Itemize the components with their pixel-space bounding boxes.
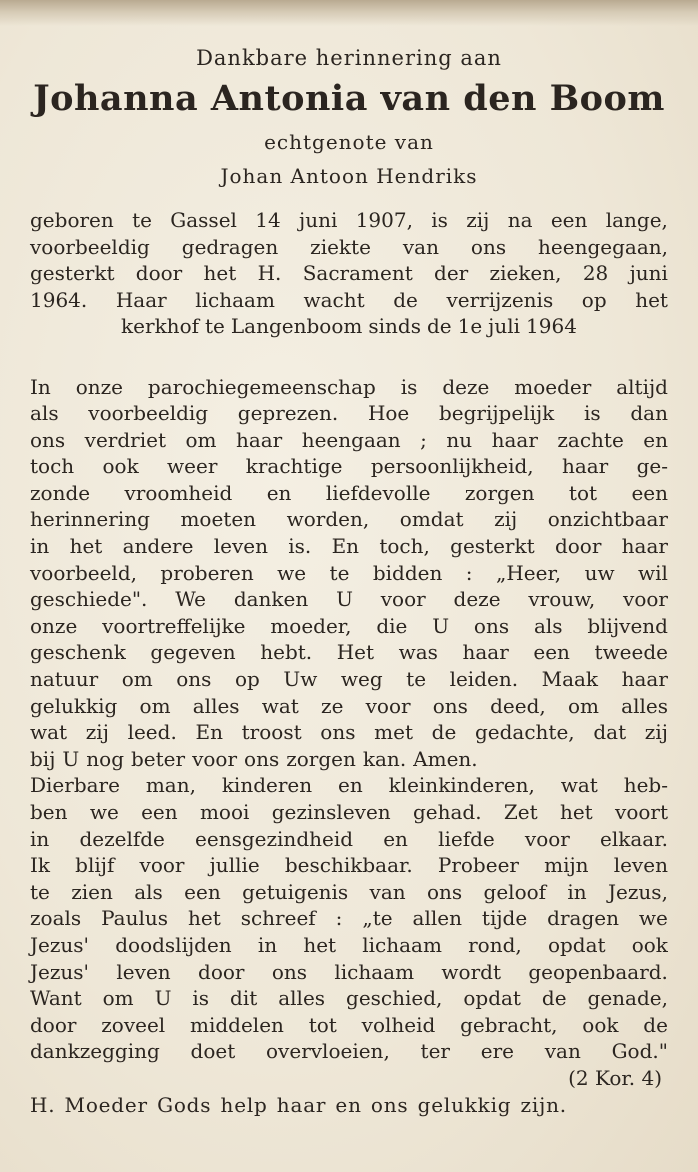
word: ook <box>631 932 668 957</box>
word: U <box>336 587 353 612</box>
word: juni <box>629 261 668 285</box>
word: Zet <box>503 800 538 824</box>
word: van <box>402 234 439 259</box>
word: verdriet <box>84 427 166 452</box>
text-line <box>30 666 668 693</box>
word: zieken, <box>489 261 562 285</box>
word: zij <box>644 720 668 745</box>
word: : <box>335 906 343 931</box>
word: ons <box>427 879 463 904</box>
word: ons <box>30 427 66 452</box>
word: het <box>203 261 237 285</box>
word: beter <box>131 746 186 771</box>
word: 14 <box>255 208 281 232</box>
word: haar <box>462 640 509 665</box>
text-line <box>30 772 668 799</box>
word: schreef <box>240 906 316 931</box>
word: zoals <box>30 906 82 931</box>
word: 1964. <box>30 287 88 312</box>
word: zorgen <box>286 746 356 771</box>
word: geprezen. <box>237 401 339 426</box>
word: bij <box>30 746 56 771</box>
word: ter <box>420 1039 450 1064</box>
word: haar <box>561 454 609 479</box>
word: Sacrament <box>302 261 413 285</box>
word: proberen <box>160 560 254 585</box>
word: beschikbaar. <box>284 853 413 878</box>
text-line <box>30 1012 668 1039</box>
bio-line <box>30 287 668 314</box>
word: om <box>139 693 171 718</box>
word: op <box>234 667 260 692</box>
word: zonde <box>30 480 91 505</box>
word: te <box>406 667 427 692</box>
text-line <box>30 932 668 959</box>
word: geloof <box>483 879 547 904</box>
word: ons <box>244 746 280 771</box>
word: juni <box>299 208 338 232</box>
word: en <box>383 826 408 851</box>
word: moeder <box>514 374 592 399</box>
text-line <box>30 427 668 454</box>
word: Het <box>336 640 375 665</box>
text-line <box>30 985 668 1012</box>
word: het <box>69 534 103 559</box>
text-line <box>30 693 668 720</box>
word: en <box>337 773 363 798</box>
word: het <box>303 932 337 957</box>
word: om <box>121 667 153 692</box>
text-line <box>30 506 668 533</box>
word: lange, <box>605 208 668 232</box>
word: worden, <box>286 507 370 532</box>
text-line <box>30 746 668 773</box>
word: van <box>369 879 406 904</box>
word: toch, <box>379 534 430 559</box>
text-line <box>30 480 668 507</box>
word: door <box>554 534 602 559</box>
word: elkaar. <box>600 826 668 851</box>
word: leven <box>213 534 268 559</box>
word: als <box>533 613 563 638</box>
word: zij <box>466 208 490 232</box>
word: dragen <box>547 906 619 931</box>
word: gebracht, <box>460 1012 558 1037</box>
word: troost <box>241 720 302 745</box>
bio-line <box>30 207 668 234</box>
word: gedragen <box>181 234 279 259</box>
word: ons <box>470 234 507 259</box>
word: ons <box>271 959 308 984</box>
word: onzichtbaar <box>547 507 668 532</box>
word: middelen <box>190 1012 284 1037</box>
word: begrijpelijk <box>438 401 555 426</box>
word: door <box>198 959 245 984</box>
word: heengegaan, <box>538 234 668 259</box>
text-line <box>30 453 668 480</box>
word: bidden <box>372 560 443 585</box>
word: uw <box>584 560 615 585</box>
word: Maak <box>541 667 599 692</box>
word: ons <box>176 667 212 692</box>
word: U <box>154 986 172 1011</box>
bio-line <box>30 234 668 261</box>
word: tijde <box>481 906 528 931</box>
word: „Heer, <box>495 560 562 585</box>
biography-paragraph <box>30 207 668 340</box>
word: en <box>643 427 668 452</box>
word: liefde <box>438 826 495 851</box>
word: dezelfde <box>79 826 165 851</box>
word: Want <box>30 986 82 1011</box>
word: door <box>135 261 183 285</box>
word: het <box>559 800 593 824</box>
word: blijvend <box>587 613 668 638</box>
word: mooi <box>199 800 250 824</box>
word: nog <box>86 746 124 771</box>
word: in <box>30 826 50 851</box>
word: 1e <box>457 314 483 338</box>
word: mijn <box>544 853 589 878</box>
word: tot <box>568 480 598 505</box>
text-line <box>30 879 668 906</box>
word: wat <box>261 693 299 718</box>
word: dan <box>630 401 668 426</box>
word: 28 <box>582 261 609 285</box>
word: allen <box>412 906 462 931</box>
word: wat <box>560 773 598 798</box>
text-line <box>30 959 668 986</box>
word: H. <box>257 261 282 285</box>
word: kan. <box>362 746 407 771</box>
word: gedachte, <box>474 720 575 745</box>
word: zij <box>85 720 109 745</box>
word: Haar <box>115 287 167 312</box>
word: zij <box>494 507 518 532</box>
word: En <box>331 534 360 559</box>
text-line <box>30 799 668 826</box>
word: de <box>426 314 452 338</box>
word: om <box>102 986 134 1011</box>
word: zoveel <box>101 1012 166 1037</box>
word: te <box>205 314 225 338</box>
word: ere <box>480 1039 514 1064</box>
word: persoonlijkheid, <box>370 454 534 479</box>
word: voort <box>615 800 668 824</box>
word: alles <box>192 693 240 718</box>
word: geschied, <box>346 986 443 1011</box>
word: lichaam <box>362 932 442 957</box>
prayer-text <box>30 374 668 1065</box>
word: nu <box>446 427 473 452</box>
word: het <box>635 287 668 312</box>
word: Dierbare <box>30 773 120 798</box>
word: „te <box>362 906 393 931</box>
word: te <box>30 879 50 904</box>
word: de <box>393 287 418 312</box>
word: van <box>544 1039 581 1064</box>
word: voor <box>139 853 185 878</box>
closing-prayer: H. Moeder Gods help haar en ons gelukkig zijn. <box>30 1092 567 1117</box>
word: in <box>30 534 50 559</box>
word: we <box>89 800 119 824</box>
word: was <box>398 640 438 665</box>
word: ziekte <box>310 234 371 259</box>
word: heb- <box>623 773 668 798</box>
word: blijf <box>75 853 115 878</box>
deceased-name: Johanna Antonia van den Boom <box>33 78 665 119</box>
word: ons <box>473 613 510 638</box>
word: weg <box>340 667 383 692</box>
word: gehad. <box>412 800 482 824</box>
text-line <box>30 852 668 879</box>
word: voor <box>524 826 570 851</box>
word: moeten <box>180 507 257 532</box>
word: kerkhof <box>121 314 200 338</box>
word: de <box>643 1012 668 1037</box>
word: gegeven <box>150 640 236 665</box>
word: krachtige <box>245 454 343 479</box>
word: leven <box>116 959 171 984</box>
text-line <box>30 1038 668 1065</box>
text-line <box>30 905 668 932</box>
word: lichaam <box>334 959 415 984</box>
word: in <box>567 879 587 904</box>
bio-line <box>30 313 668 340</box>
word: tweede <box>594 640 668 665</box>
word: : <box>465 560 473 585</box>
word: In <box>30 374 51 399</box>
word: een <box>533 640 570 665</box>
word: ons <box>432 693 468 718</box>
text-line <box>30 586 668 613</box>
word: doet <box>190 1039 236 1064</box>
word: leven <box>613 853 668 878</box>
word: omdat <box>399 507 464 532</box>
bio-line <box>30 260 668 287</box>
spouse-label: echtgenote van <box>264 130 434 154</box>
word: als <box>30 401 59 426</box>
word: God." <box>611 1039 668 1064</box>
word: zachte <box>557 427 624 452</box>
text-line <box>30 719 668 746</box>
word: die <box>376 613 408 638</box>
word: 1964 <box>526 314 577 338</box>
word: gelukkig <box>30 693 118 718</box>
word: Uw <box>283 667 318 692</box>
word: onze <box>75 374 123 399</box>
word: is. <box>288 534 312 559</box>
word: als <box>134 879 163 904</box>
word: volheid <box>361 1012 436 1037</box>
word: vroomheid <box>124 480 233 505</box>
word: wil <box>638 560 668 585</box>
word: met <box>374 720 413 745</box>
word: doodslijden <box>115 932 232 957</box>
word: een <box>184 879 221 904</box>
word: geschenk <box>30 640 126 665</box>
word: danken <box>233 587 309 612</box>
word: wordt <box>441 959 501 984</box>
word: leiden. <box>449 667 519 692</box>
word: Hoe <box>367 401 410 426</box>
word: gesterkt <box>450 534 535 559</box>
word: na <box>507 208 533 232</box>
word: En <box>195 720 223 745</box>
word: eensgezindheid <box>195 826 354 851</box>
word: getuigenis <box>242 879 349 904</box>
text-line <box>30 826 668 853</box>
word: voorbeeld, <box>30 560 137 585</box>
word: is <box>400 374 418 399</box>
word: om <box>185 427 217 452</box>
word: natuur <box>30 667 99 692</box>
text-line <box>30 560 668 587</box>
word: Gassel <box>170 208 237 232</box>
word: Ik <box>30 853 51 878</box>
word: dat <box>593 720 627 745</box>
word: een <box>550 208 588 232</box>
word: Amen. <box>413 746 478 771</box>
word: dit <box>230 986 258 1011</box>
word: de <box>541 986 567 1011</box>
word: een <box>141 800 178 824</box>
word: vrouw, <box>528 587 596 612</box>
word: Paulus <box>101 906 169 931</box>
word: Jezus, <box>608 879 668 904</box>
intro-line: Dankbare herinnering aan <box>196 46 502 70</box>
word: geopenbaard. <box>528 959 668 984</box>
word: is <box>431 208 448 232</box>
word: ben <box>30 800 68 824</box>
word: heengaan <box>301 427 401 452</box>
word: in <box>257 932 278 957</box>
word: wat <box>30 720 68 745</box>
word: zorgen <box>464 480 535 505</box>
word: toch <box>30 454 75 479</box>
word: geschiede". <box>30 587 148 612</box>
word: te <box>132 208 152 232</box>
word: hebt. <box>260 640 313 665</box>
word: voorbeeldig <box>30 234 150 259</box>
word: ons <box>320 720 356 745</box>
word: altijd <box>616 374 668 399</box>
word: alles <box>278 986 326 1011</box>
word: wacht <box>303 287 365 312</box>
text-line <box>30 613 668 640</box>
word: rond, <box>468 932 522 957</box>
word: andere <box>122 534 194 559</box>
word: overvloeien, <box>266 1039 390 1064</box>
word: gesterkt <box>30 261 115 285</box>
word: man, <box>145 773 196 798</box>
word: dankzegging <box>30 1039 160 1064</box>
text-line <box>30 533 668 560</box>
word: U <box>62 746 80 771</box>
word: leed. <box>127 720 177 745</box>
word: zien <box>71 879 113 904</box>
word: is <box>584 401 601 426</box>
word: voor <box>380 587 426 612</box>
word: de <box>431 720 457 745</box>
word: we <box>638 906 668 931</box>
word: voor <box>365 693 411 718</box>
word: en <box>266 480 292 505</box>
word: juli <box>488 314 521 338</box>
spouse-name: Johan Antoon Hendriks <box>220 164 478 188</box>
word: onze <box>30 613 78 638</box>
word: het <box>187 906 221 931</box>
word: haar <box>621 667 668 692</box>
scripture-reference: (2 Kor. 4) <box>568 1065 662 1090</box>
word: lichaam <box>195 287 275 312</box>
text-line <box>30 400 668 427</box>
word: Jezus' <box>30 932 90 957</box>
word: een <box>631 480 668 505</box>
word: haar <box>491 427 538 452</box>
word: jullie <box>209 853 260 878</box>
word: liefdevolle <box>325 480 431 505</box>
word: op <box>581 287 607 312</box>
text-line <box>30 639 668 666</box>
word: deze <box>453 587 501 612</box>
word: door <box>30 1012 77 1037</box>
word: kleinkinderen, <box>388 773 535 798</box>
word: voor <box>623 587 668 612</box>
word: weer <box>167 454 218 479</box>
word: ; <box>420 427 427 452</box>
word: tot <box>308 1012 337 1037</box>
word: We <box>175 587 206 612</box>
word: kinderen <box>221 773 313 798</box>
word: der <box>434 261 469 285</box>
word: verrijzenis <box>446 287 554 312</box>
word: haar <box>621 534 668 559</box>
word: gezinsleven <box>271 800 391 824</box>
word: is <box>192 986 210 1011</box>
word: parochiegemeenschap <box>147 374 376 399</box>
word: Langenboom <box>230 314 363 338</box>
word: geboren <box>30 208 114 232</box>
word: alles <box>621 693 668 718</box>
word: Probeer <box>437 853 519 878</box>
text-line <box>30 374 668 401</box>
word: ge- <box>636 454 668 479</box>
word: Jezus' <box>30 959 90 984</box>
word: we <box>277 560 307 585</box>
word: haar <box>235 427 283 452</box>
word: deed, <box>490 693 546 718</box>
word: opdat <box>463 986 521 1011</box>
word: voorbeeldig <box>88 401 209 426</box>
word: sinds <box>368 314 421 338</box>
word: ook <box>582 1012 619 1037</box>
word: genade, <box>587 986 668 1011</box>
word: moeder, <box>270 613 352 638</box>
word: 1907, <box>355 208 413 232</box>
word: herinnering <box>30 507 150 532</box>
word: opdat <box>547 932 606 957</box>
word: deze <box>442 374 490 399</box>
word: voortreffelijke <box>102 613 246 638</box>
word: om <box>567 693 599 718</box>
word: ze <box>321 693 344 718</box>
word: voor <box>192 746 238 771</box>
word: ook <box>102 454 139 479</box>
word: U <box>432 613 450 638</box>
word: te <box>329 560 350 585</box>
